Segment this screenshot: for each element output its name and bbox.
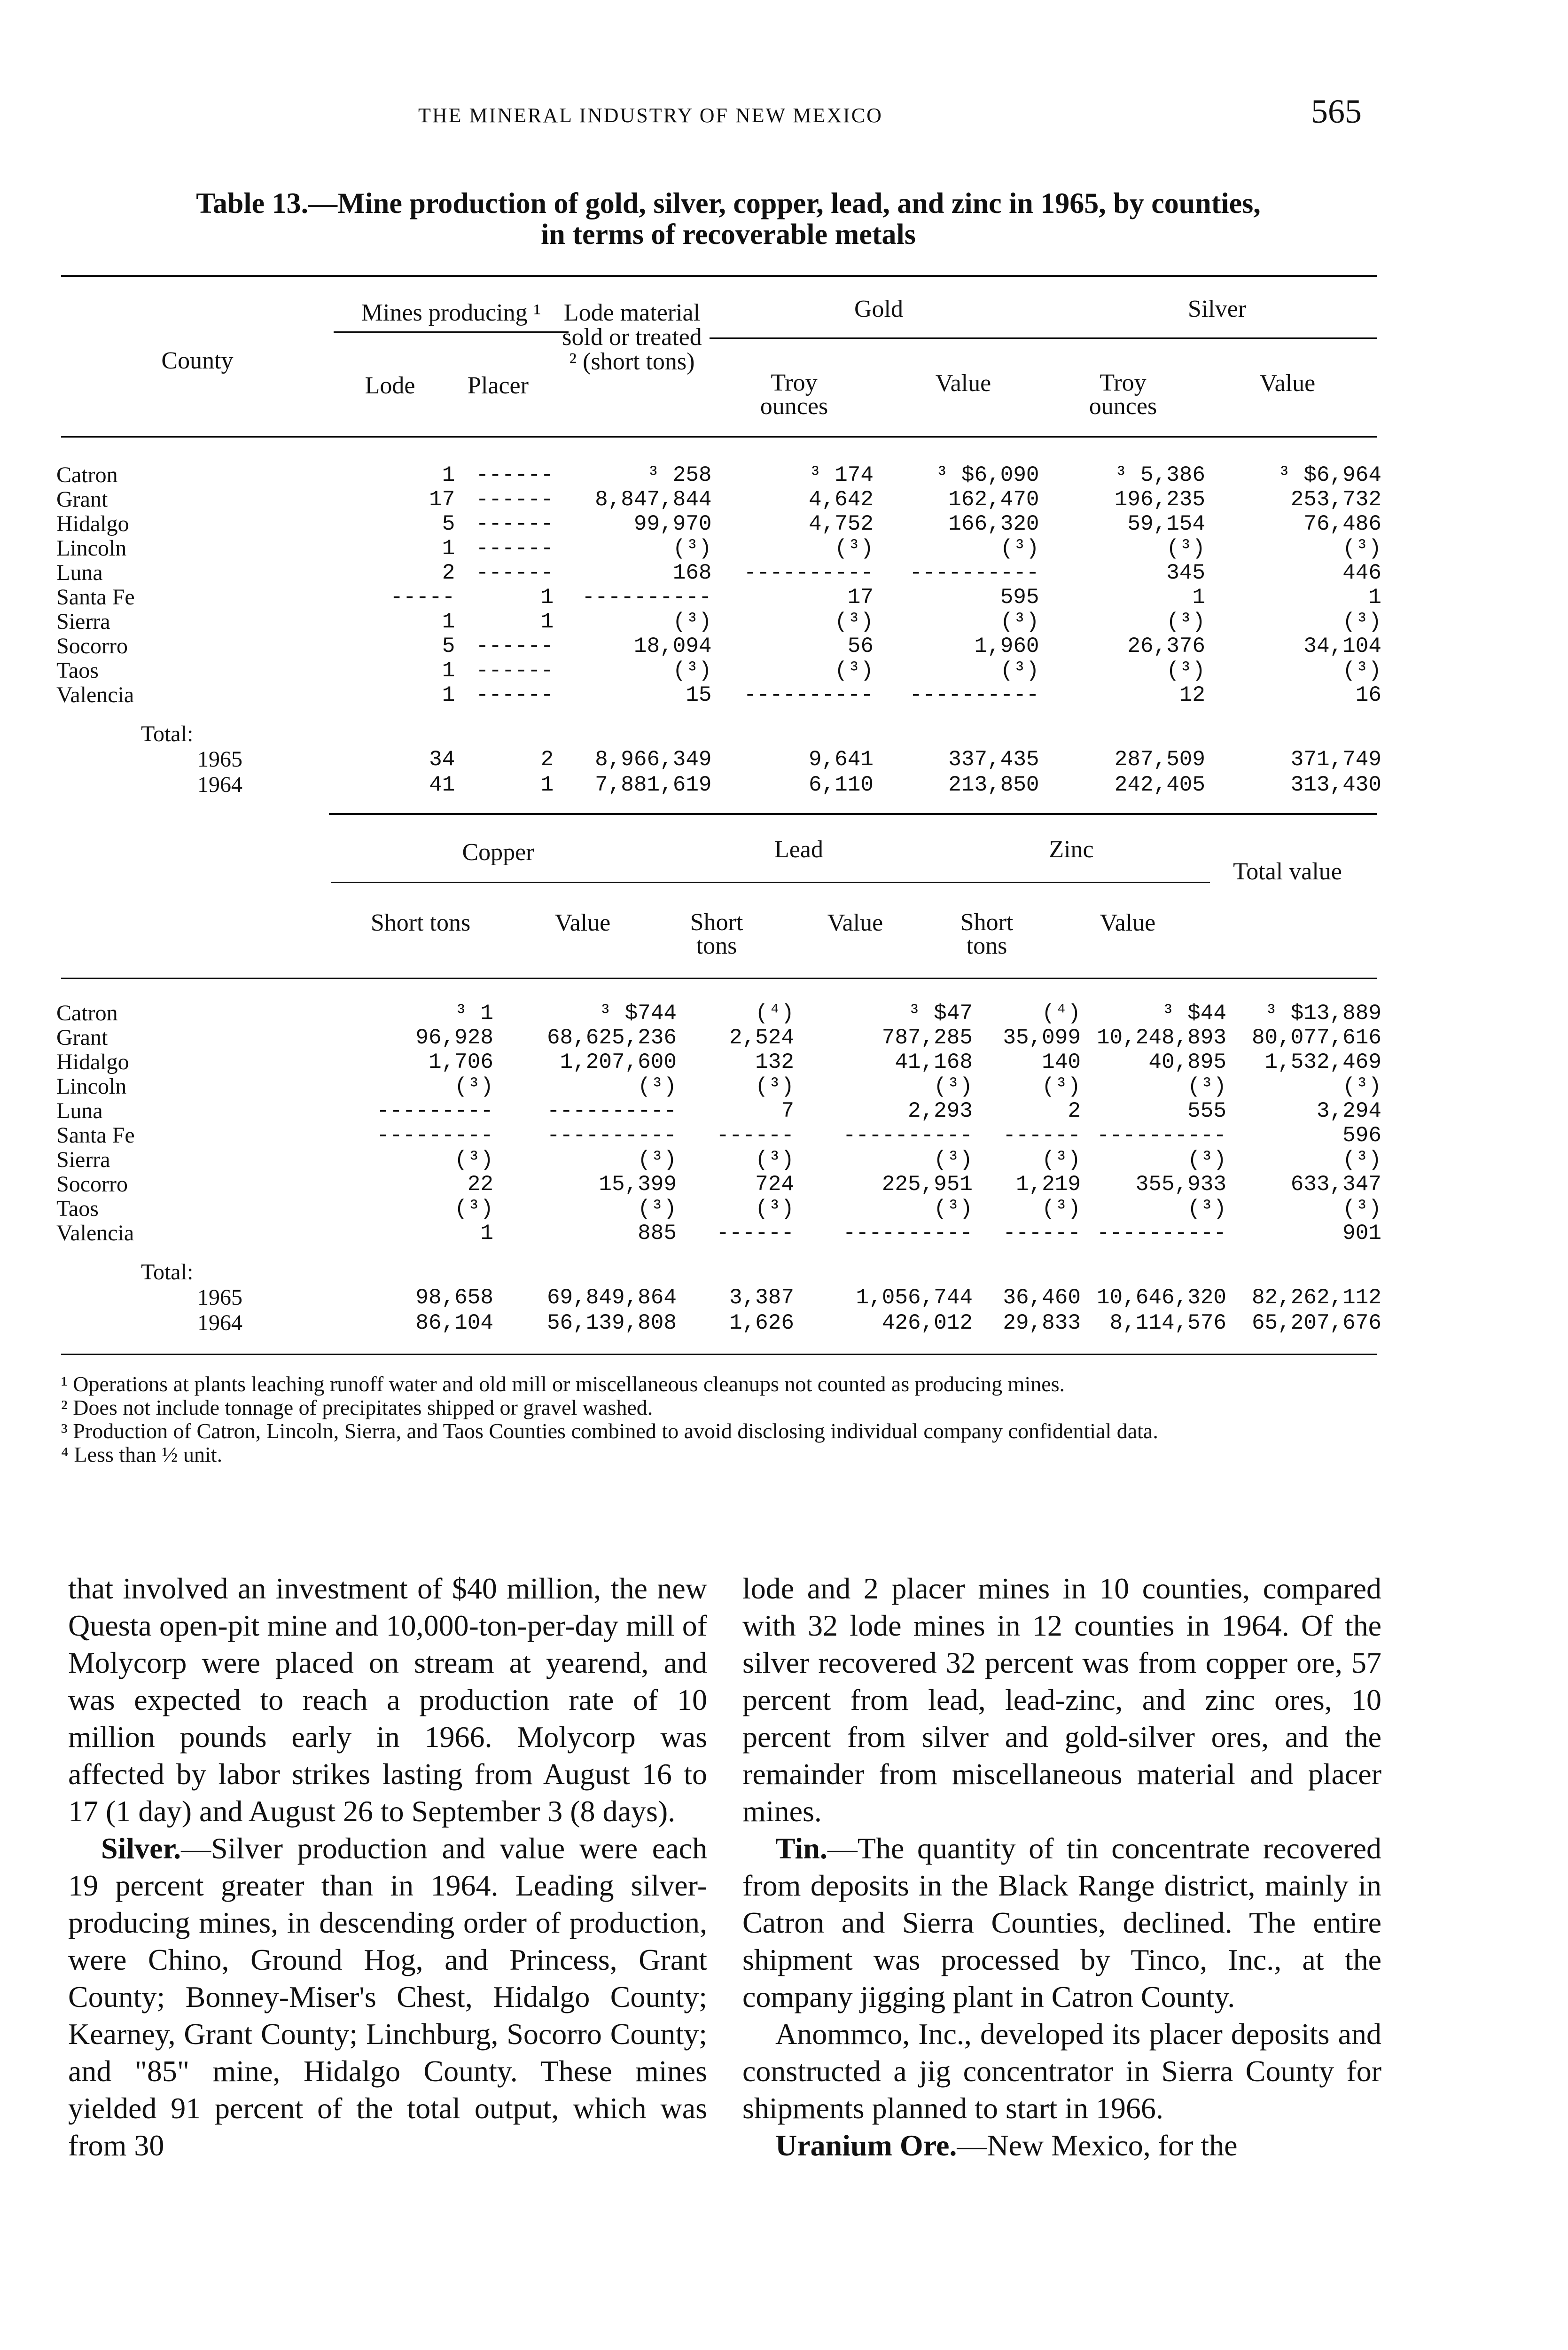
cell: 7 bbox=[781, 1099, 794, 1123]
county-name: Catron bbox=[56, 1001, 118, 1026]
cell: (³) bbox=[1166, 610, 1206, 634]
cell: 56 bbox=[847, 634, 874, 658]
cell: 213,850 bbox=[948, 773, 1039, 797]
cell: 76,486 bbox=[1303, 512, 1381, 536]
cell: 371,749 bbox=[1290, 747, 1381, 772]
cell: 35,099 bbox=[1003, 1026, 1081, 1050]
county-name: Sierra bbox=[56, 609, 110, 634]
gold-header: Gold bbox=[854, 296, 903, 322]
cell: 8,847,844 bbox=[595, 487, 712, 512]
cell: 1 bbox=[442, 658, 455, 683]
zinc-header: Zinc bbox=[1049, 836, 1094, 863]
cell: (³) bbox=[672, 658, 712, 683]
cell: 337,435 bbox=[948, 747, 1039, 772]
cell: 595 bbox=[1000, 585, 1039, 610]
body-column-left bbox=[68, 1570, 707, 2164]
cell: (³) bbox=[1342, 610, 1381, 634]
table-row bbox=[56, 487, 1381, 512]
cell: ---------- bbox=[582, 585, 712, 610]
lode-material-header: Lode material sold or treated ² (short tons) bbox=[562, 299, 702, 375]
cell: (³) bbox=[934, 1197, 973, 1221]
footnote-2: ² Does not include tonnage of precipitates shipped or gravel washed. bbox=[61, 1395, 653, 1419]
cell: (³) bbox=[1166, 536, 1206, 561]
total-label: Total: bbox=[141, 1260, 194, 1285]
footnote-4: ⁴ Less than ½ unit. bbox=[61, 1442, 223, 1466]
table-row bbox=[56, 585, 1381, 610]
cell: 596 bbox=[1342, 1123, 1381, 1148]
cell: 2 bbox=[442, 561, 455, 585]
zinc-value-header: Value bbox=[1100, 909, 1156, 936]
table-row bbox=[56, 1148, 1381, 1172]
cell: (³) bbox=[1042, 1148, 1081, 1172]
zinc-short-tons-header: Short tons bbox=[960, 909, 1014, 959]
table-1 bbox=[56, 463, 1381, 798]
silver-value-header: Value bbox=[1259, 370, 1316, 397]
cell: 18,094 bbox=[633, 634, 712, 658]
total-row bbox=[56, 1310, 1381, 1336]
footnote-3: ³ Production of Catron, Lincoln, Sierra, and Taos Counties combined to avoid disclosing individual company confidential data. bbox=[61, 1419, 1158, 1443]
cell: 68,625,236 bbox=[546, 1026, 677, 1050]
copper-header: Copper bbox=[462, 839, 534, 866]
cell: 2,524 bbox=[729, 1026, 794, 1050]
cell: 80,077,616 bbox=[1251, 1026, 1381, 1050]
gold-value-header: Value bbox=[935, 370, 991, 397]
cell: 15 bbox=[686, 683, 712, 707]
cell: 168 bbox=[672, 561, 712, 585]
cell: ------ bbox=[1003, 1123, 1081, 1148]
cell: ³ $13,889 bbox=[1264, 1001, 1381, 1026]
cell: 86,104 bbox=[415, 1311, 493, 1335]
cell: ³ $744 bbox=[599, 1001, 677, 1026]
cell: 98,658 bbox=[415, 1285, 493, 1310]
cell: ---------- bbox=[909, 683, 1039, 707]
total-row bbox=[56, 1285, 1381, 1310]
cell: ---------- bbox=[546, 1099, 677, 1123]
cell: ------ bbox=[476, 536, 554, 561]
lode-header: Lode bbox=[365, 372, 415, 399]
cell: 34 bbox=[429, 747, 455, 772]
table1-header-rule bbox=[61, 436, 1377, 438]
total-row bbox=[56, 772, 1381, 798]
cell: 69,849,864 bbox=[546, 1285, 677, 1310]
cell: 1 bbox=[442, 683, 455, 707]
cell: 787,285 bbox=[882, 1026, 973, 1050]
cell: 12 bbox=[1179, 683, 1206, 707]
paragraph-text: —Silver production and value were each 19 percent greater than in 1964. Leading silver-producing mines, in descending order of production, were Chino, Ground Hog, and Princess, Grant County; Bonney-Miser's Chest, Hidalgo County; Kearney, Grant County; Linchburg, Socorro County; and "85" mine, Hidalgo County. These mines yielded 91 percent of the total output, which was from 30 bbox=[68, 1832, 707, 2162]
cell: ³ 174 bbox=[808, 463, 874, 487]
county-name: Hidalgo bbox=[56, 1050, 129, 1074]
cell: (³) bbox=[1342, 658, 1381, 683]
cell: 10,646,320 bbox=[1096, 1285, 1226, 1310]
cell: 1 bbox=[442, 610, 455, 634]
cell: 5 bbox=[442, 512, 455, 536]
cell: (³) bbox=[1166, 658, 1206, 683]
total-row bbox=[56, 747, 1381, 772]
cell: 1,960 bbox=[974, 634, 1039, 658]
cell: (³) bbox=[835, 536, 874, 561]
cell: 2 bbox=[540, 747, 554, 772]
cell: (³) bbox=[1342, 536, 1381, 561]
cell: 1 bbox=[540, 585, 554, 610]
silver-header: Silver bbox=[1187, 296, 1247, 322]
paragraph-text: —The quantity of tin concentrate recovered from deposits in the Black Range district, mainly in Catron and Sierra Counties, declined. The entire shipment was processed by Tinco, Inc., at the company jigging plant in Catron County. bbox=[742, 1832, 1381, 2013]
cell: 446 bbox=[1342, 561, 1381, 585]
county-header: County bbox=[161, 347, 234, 374]
cell: 41 bbox=[429, 773, 455, 797]
cell: (³) bbox=[1000, 610, 1039, 634]
cell: 555 bbox=[1187, 1099, 1226, 1123]
table-row bbox=[56, 1074, 1381, 1099]
cell: 345 bbox=[1166, 561, 1206, 585]
body-paragraph bbox=[742, 2127, 1381, 2164]
cell: (³) bbox=[672, 610, 712, 634]
body-paragraph: Anommco, Inc., developed its placer deposits and constructed a jig concentrator in Sierra County for shipments planned to start in 1966. bbox=[742, 2017, 1381, 2125]
cell: 22 bbox=[467, 1172, 493, 1197]
cell: ³ 258 bbox=[647, 463, 712, 487]
cell: 36,460 bbox=[1003, 1285, 1081, 1310]
county-name: Grant bbox=[56, 1025, 108, 1050]
cell: 65,207,676 bbox=[1251, 1311, 1381, 1335]
cell: (³) bbox=[638, 1148, 677, 1172]
table-row bbox=[56, 683, 1381, 707]
cell: 724 bbox=[755, 1172, 794, 1197]
cell: 1 bbox=[442, 536, 455, 561]
table-row bbox=[56, 658, 1381, 683]
body-paragraph bbox=[68, 1830, 707, 2164]
cell: 313,430 bbox=[1290, 773, 1381, 797]
cell: 1,626 bbox=[729, 1311, 794, 1335]
cell: (³) bbox=[1000, 658, 1039, 683]
cell: ------ bbox=[476, 463, 554, 487]
table-row bbox=[56, 1221, 1381, 1246]
cell: 96,928 bbox=[415, 1026, 493, 1050]
cell: 9,641 bbox=[808, 747, 874, 772]
cell: 355,933 bbox=[1135, 1172, 1226, 1197]
cell: 242,405 bbox=[1114, 773, 1206, 797]
cell: ------ bbox=[476, 487, 554, 512]
total-label-row bbox=[56, 1246, 1381, 1285]
cell: 162,470 bbox=[948, 487, 1039, 512]
body-paragraph bbox=[742, 1830, 1381, 2015]
county-name: Valencia bbox=[56, 682, 134, 707]
cell: 166,320 bbox=[948, 512, 1039, 536]
cell: 4,752 bbox=[808, 512, 874, 536]
lead-value-header: Value bbox=[827, 909, 883, 936]
cell: 1 bbox=[442, 463, 455, 487]
cell: 40,895 bbox=[1148, 1050, 1226, 1074]
silver-troy-ounces-header: Troy ounces bbox=[1089, 369, 1157, 420]
table-row bbox=[56, 610, 1381, 634]
cell: (³) bbox=[1000, 536, 1039, 561]
cell: ------ bbox=[476, 512, 554, 536]
cell: 885 bbox=[638, 1221, 677, 1246]
total-value-header: Total value bbox=[1233, 858, 1342, 885]
cell: 253,732 bbox=[1290, 487, 1381, 512]
county-name: Grant bbox=[56, 487, 108, 512]
cell: 1,706 bbox=[428, 1050, 493, 1074]
mines-producing-rule bbox=[334, 331, 569, 333]
cell: ------ bbox=[716, 1123, 794, 1148]
cell: 17 bbox=[847, 585, 874, 610]
county-name: Socorro bbox=[56, 1172, 128, 1197]
cell: ------ bbox=[716, 1221, 794, 1246]
cell: 1 bbox=[1368, 585, 1381, 610]
county-name: Taos bbox=[56, 1196, 99, 1221]
cell: 140 bbox=[1042, 1050, 1081, 1074]
cell: (⁴) bbox=[1042, 1001, 1081, 1026]
gold-troy-ounces-header: Troy ounces bbox=[760, 369, 828, 420]
total-year: 1965 bbox=[197, 747, 242, 772]
county-name: Lincoln bbox=[56, 536, 127, 561]
cell: ------ bbox=[476, 683, 554, 707]
cell: 5 bbox=[442, 634, 455, 658]
cell: 1,532,469 bbox=[1264, 1050, 1381, 1074]
cell: (³) bbox=[835, 658, 874, 683]
cell: 225,951 bbox=[882, 1172, 973, 1197]
table-row bbox=[56, 634, 1381, 658]
cell: 15,399 bbox=[599, 1172, 677, 1197]
cell: ³ $44 bbox=[1161, 1001, 1226, 1026]
cell: (³) bbox=[1042, 1074, 1081, 1099]
cell: ---------- bbox=[1096, 1221, 1226, 1246]
body-column-right bbox=[742, 1570, 1381, 2164]
table-row bbox=[56, 1026, 1381, 1050]
section-heading-uranium: Uranium Ore. bbox=[775, 2129, 957, 2162]
county-name: Taos bbox=[56, 658, 99, 683]
cell: 41,168 bbox=[895, 1050, 973, 1074]
copper-value-header: Value bbox=[554, 909, 611, 936]
county-name: Valencia bbox=[56, 1221, 134, 1246]
table2-header-rule bbox=[61, 978, 1377, 979]
table2-top-rule bbox=[329, 813, 1377, 815]
table-row bbox=[56, 1197, 1381, 1221]
cell: (³) bbox=[1042, 1197, 1081, 1221]
table-row bbox=[56, 512, 1381, 536]
total-label: Total: bbox=[141, 721, 194, 746]
cell: --------- bbox=[376, 1123, 493, 1148]
cell: 26,376 bbox=[1127, 634, 1206, 658]
table-top-rule bbox=[61, 275, 1377, 277]
caption-line-2: in terms of recoverable metals bbox=[541, 219, 916, 251]
cell: 1,056,744 bbox=[856, 1285, 973, 1310]
metals-rule bbox=[331, 882, 1210, 883]
cell: (⁴) bbox=[755, 1001, 794, 1026]
cell: (³) bbox=[934, 1074, 973, 1099]
cell: 8,114,576 bbox=[1109, 1311, 1226, 1335]
cell: (³) bbox=[1342, 1197, 1381, 1221]
total-label-row bbox=[56, 707, 1381, 747]
gold-silver-rule bbox=[710, 337, 1377, 339]
cell: (³) bbox=[454, 1148, 493, 1172]
county-name: Sierra bbox=[56, 1147, 110, 1172]
cell: ------ bbox=[1003, 1221, 1081, 1246]
cell: ------ bbox=[476, 634, 554, 658]
cell: ³ 5,386 bbox=[1114, 463, 1206, 487]
table-bottom-rule bbox=[61, 1354, 1377, 1355]
section-heading-silver: Silver. bbox=[101, 1832, 181, 1865]
cell: ------ bbox=[476, 561, 554, 585]
cell: 59,154 bbox=[1127, 512, 1206, 536]
county-name: Santa Fe bbox=[56, 585, 135, 610]
total-year: 1964 bbox=[197, 772, 242, 797]
county-name: Socorro bbox=[56, 634, 128, 658]
table-row bbox=[56, 1123, 1381, 1148]
cell: (³) bbox=[1187, 1197, 1226, 1221]
cell: ---------- bbox=[546, 1123, 677, 1148]
cell: (³) bbox=[1342, 1148, 1381, 1172]
cell: 901 bbox=[1342, 1221, 1381, 1246]
cell: 1 bbox=[540, 610, 554, 634]
cell: 1 bbox=[480, 1221, 493, 1246]
cell: 3,387 bbox=[729, 1285, 794, 1310]
cell: 426,012 bbox=[882, 1311, 973, 1335]
cell: (³) bbox=[638, 1074, 677, 1099]
table-row bbox=[56, 1050, 1381, 1074]
lead-short-tons-header: Short tons bbox=[690, 909, 743, 959]
county-name: Lincoln bbox=[56, 1074, 127, 1099]
cell: 2 bbox=[1068, 1099, 1081, 1123]
cell: ----- bbox=[390, 585, 455, 610]
cell: ³ $47 bbox=[907, 1001, 973, 1026]
cell: 633,347 bbox=[1290, 1172, 1381, 1197]
cell: 287,509 bbox=[1114, 747, 1206, 772]
cell: 2,293 bbox=[907, 1099, 973, 1123]
cell: ------ bbox=[476, 658, 554, 683]
cell: ³ 1 bbox=[454, 1001, 493, 1026]
county-name: Luna bbox=[56, 1098, 103, 1123]
cell: ---------- bbox=[843, 1123, 973, 1148]
cell: 1 bbox=[1192, 585, 1206, 610]
cell: ---------- bbox=[909, 561, 1039, 585]
county-name: Luna bbox=[56, 560, 103, 585]
cell: 6,110 bbox=[808, 773, 874, 797]
mines-producing-header: Mines producing ¹ bbox=[361, 299, 541, 326]
cell: (³) bbox=[755, 1148, 794, 1172]
total-year: 1965 bbox=[197, 1285, 242, 1310]
cell: (³) bbox=[454, 1197, 493, 1221]
running-head: THE MINERAL INDUSTRY OF NEW MEXICO bbox=[418, 104, 883, 127]
placer-header: Placer bbox=[468, 372, 529, 399]
county-name: Catron bbox=[56, 462, 118, 487]
cell: 16 bbox=[1355, 683, 1381, 707]
cell: 132 bbox=[755, 1050, 794, 1074]
cell: (³) bbox=[1187, 1148, 1226, 1172]
cell: ³ $6,964 bbox=[1278, 463, 1381, 487]
cell: (³) bbox=[638, 1197, 677, 1221]
cell: 7,881,619 bbox=[595, 773, 712, 797]
cell: 4,642 bbox=[808, 487, 874, 512]
cell: (³) bbox=[755, 1074, 794, 1099]
cell: 3,294 bbox=[1316, 1099, 1381, 1123]
cell: 82,262,112 bbox=[1251, 1285, 1381, 1310]
cell: (³) bbox=[835, 610, 874, 634]
cell: ---------- bbox=[1096, 1123, 1226, 1148]
copper-short-tons-header: Short tons bbox=[370, 909, 471, 936]
page-number: 565 bbox=[1311, 93, 1362, 130]
section-heading-tin: Tin. bbox=[775, 1832, 827, 1865]
cell: 17 bbox=[429, 487, 455, 512]
body-paragraph: that involved an investment of $40 million, the new Questa open-pit mine and 10,000-ton-per-day mill of Molycorp were placed on stream at yearend, and was expected to reach a production rate of 10 million pounds early in 1966. Molycorp was affected by labor strikes lasting from August 16 to 17 (1 day) and August 26 to September 3 (8 days). bbox=[68, 1572, 707, 1828]
cell: (³) bbox=[672, 536, 712, 561]
cell: 29,833 bbox=[1003, 1311, 1081, 1335]
cell: 99,970 bbox=[633, 512, 712, 536]
cell: ---------- bbox=[743, 561, 874, 585]
paragraph-text: —New Mexico, for the bbox=[957, 2129, 1238, 2162]
county-name: Santa Fe bbox=[56, 1123, 135, 1148]
cell: 196,235 bbox=[1114, 487, 1206, 512]
caption-line-1: Table 13.—Mine production of gold, silver, copper, lead, and zinc in 1965, by counties, bbox=[196, 188, 1261, 219]
cell: (³) bbox=[1342, 1074, 1381, 1099]
cell: (³) bbox=[454, 1074, 493, 1099]
cell: 56,139,808 bbox=[546, 1311, 677, 1335]
cell: ---------- bbox=[843, 1221, 973, 1246]
cell: (³) bbox=[1187, 1074, 1226, 1099]
county-name: Hidalgo bbox=[56, 511, 129, 536]
table-2 bbox=[56, 1001, 1381, 1336]
cell: 34,104 bbox=[1303, 634, 1381, 658]
total-year: 1964 bbox=[197, 1310, 242, 1335]
cell: --------- bbox=[376, 1099, 493, 1123]
footnotes bbox=[61, 1372, 1377, 1466]
footnote-1: ¹ Operations at plants leaching runoff water and old mill or miscellaneous cleanups not counted as producing mines. bbox=[61, 1372, 1065, 1396]
body-paragraph: lode and 2 placer mines in 10 counties, compared with 32 lode mines in 12 counties in 1964. Of the silver recovered 32 percent was from copper ore, 57 percent from lead, lead-zinc, and zinc ores, 10 percent from silver and gold-silver ores, and the remainder from miscellaneous material and placer mines. bbox=[742, 1572, 1381, 1828]
cell: ---------- bbox=[743, 683, 874, 707]
table-row bbox=[56, 1099, 1381, 1123]
cell: (³) bbox=[934, 1148, 973, 1172]
table-row bbox=[56, 1172, 1381, 1197]
cell: 8,966,349 bbox=[595, 747, 712, 772]
cell: ³ $6,090 bbox=[935, 463, 1039, 487]
table-caption bbox=[75, 188, 1381, 250]
cell: 1 bbox=[540, 773, 554, 797]
table-row bbox=[56, 1001, 1381, 1026]
lead-header: Lead bbox=[774, 836, 823, 863]
table-row bbox=[56, 536, 1381, 561]
cell: (³) bbox=[755, 1197, 794, 1221]
cell: 1,219 bbox=[1015, 1172, 1081, 1197]
cell: 10,248,893 bbox=[1096, 1026, 1226, 1050]
table-row bbox=[56, 561, 1381, 585]
cell: 1,207,600 bbox=[560, 1050, 677, 1074]
table-row bbox=[56, 463, 1381, 487]
